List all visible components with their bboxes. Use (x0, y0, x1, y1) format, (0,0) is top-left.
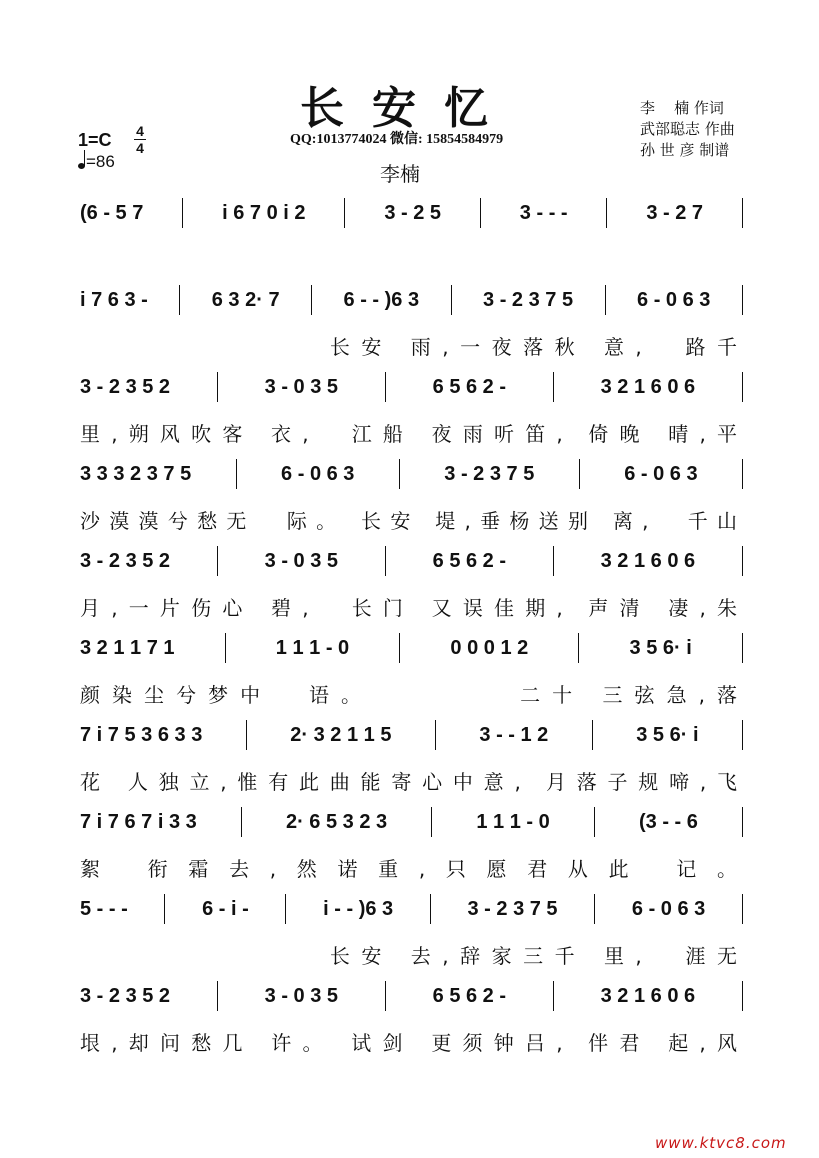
transcriber-credit: 孙 世 彦 制谱 (640, 141, 730, 159)
measure: 3 - 2 3 7 5 (483, 288, 574, 311)
bar-line (553, 372, 554, 402)
bar-line (553, 546, 554, 576)
measure: 3 - 2 3 5 2 (80, 375, 171, 398)
measure: 1 1 1 - 0 (275, 636, 350, 659)
bar-line (594, 807, 595, 837)
measure: 3 2 1 6 0 6 (600, 549, 696, 572)
measure: 3 5 6· i (629, 636, 692, 659)
notation-line (80, 718, 745, 752)
measure: 7 i 7 6 7 i 3 3 (80, 810, 197, 833)
measure: 3 - - - (519, 201, 568, 224)
notation-line (80, 283, 745, 317)
notation-line (80, 805, 745, 839)
credits (640, 98, 735, 161)
bar-line (182, 198, 183, 228)
measure: (3 - - 6 (638, 810, 698, 833)
bar-line (578, 633, 579, 663)
notation-line (80, 457, 745, 491)
bar-line (246, 720, 247, 750)
lyrics-line: 垠,却问愁几 许。 试剑 更须钟吕, 伴君 起,风 (80, 1031, 745, 1055)
bar-line (742, 546, 743, 576)
bar-line (742, 981, 743, 1011)
score-system (80, 283, 745, 370)
bar-line (385, 981, 386, 1011)
measure: 6 5 6 2 - (432, 549, 507, 572)
measure: 5 - - - (80, 897, 128, 920)
measure: 3 3 3 2 3 7 5 (80, 462, 192, 485)
song-title: 长安忆 (300, 83, 516, 134)
bar-line (311, 285, 312, 315)
measure: 6 - 0 6 3 (281, 462, 355, 485)
contact-info: QQ:1013774024 微信: 15854584979 (290, 132, 504, 147)
bar-line (742, 894, 743, 924)
lyricist-credit: 李 楠 作词 (640, 99, 724, 117)
bar-line (217, 981, 218, 1011)
score-system (80, 196, 745, 283)
lyrics-line: 月,一片伤心 碧, 长门 又误佳期, 声清 凄,朱 (80, 596, 745, 620)
measure: 6 - i - (202, 897, 249, 920)
bar-line (451, 285, 452, 315)
measure: 3 - 2 5 (384, 201, 442, 224)
singer-name: 李楠 (380, 162, 420, 186)
notation-line (80, 979, 745, 1013)
measure: 3 - 2 7 (646, 201, 704, 224)
measure: 0 0 0 1 2 (450, 636, 529, 659)
measure: 6 3 2· 7 (211, 288, 280, 311)
quarter-note-icon (78, 163, 85, 169)
measure: 3 2 1 6 0 6 (600, 375, 696, 398)
bar-line (742, 198, 743, 228)
bar-line (217, 546, 218, 576)
score-system (80, 979, 745, 1066)
bar-line (164, 894, 165, 924)
bar-line (579, 459, 580, 489)
notation-line (80, 892, 745, 926)
time-signature (134, 124, 146, 155)
measure: 1 1 1 - 0 (476, 810, 550, 833)
bar-line (594, 894, 595, 924)
bar-line (179, 285, 180, 315)
bar-line (399, 459, 400, 489)
bar-line (480, 198, 481, 228)
score-system (80, 805, 745, 892)
measure: 2· 3 2 1 1 5 (290, 723, 392, 746)
notation-line (80, 196, 745, 230)
bar-line (742, 459, 743, 489)
lyrics-line: 沙漠漠兮愁无 际。 长安 堤,垂杨送别 离, 千山 (80, 509, 745, 533)
measure: 3 2 1 1 7 1 (80, 636, 175, 659)
lyrics-line: 花 人独立,惟有此曲能寄心中意, 月落子规啼,飞 (80, 770, 745, 794)
bar-line (385, 546, 386, 576)
measure: i 6 7 0 i 2 (222, 201, 306, 224)
bar-line (742, 285, 743, 315)
bar-line (742, 633, 743, 663)
measure: (6 - 5 7 (80, 201, 144, 224)
score-system (80, 892, 745, 979)
measure: 3 5 6· i (636, 723, 699, 746)
bar-line (385, 372, 386, 402)
lyrics-line: 长安 去,辞家三千 里, 涯无 (80, 944, 745, 968)
key-signature: 1=C (78, 130, 112, 150)
lyrics-line: 长安 雨,一夜落秋 意, 路千 (80, 335, 745, 359)
measure: 2· 6 5 3 2 3 (285, 810, 388, 833)
bar-line (285, 894, 286, 924)
bar-line (344, 198, 345, 228)
bar-line (605, 285, 606, 315)
bar-line (399, 633, 400, 663)
measure: 6 - 0 6 3 (624, 462, 698, 485)
measure: 3 - 0 3 5 (264, 375, 339, 398)
score-system (80, 718, 745, 805)
measure: 3 2 1 6 0 6 (600, 984, 696, 1007)
site-watermark: www.ktvc8.com (655, 1134, 787, 1152)
measure: 3 - 0 3 5 (264, 549, 339, 572)
score (80, 196, 745, 1066)
score-system (80, 631, 745, 718)
notation-line (80, 544, 745, 578)
measure: 6 - 0 6 3 (631, 897, 706, 920)
bar-line (742, 372, 743, 402)
measure: 6 5 6 2 - (432, 375, 507, 398)
bar-line (742, 807, 743, 837)
measure: 3 - 2 3 5 2 (80, 549, 171, 572)
measure: 6 5 6 2 - (432, 984, 507, 1007)
measure: 3 - 2 3 5 2 (80, 984, 171, 1007)
measure: 3 - 2 3 7 5 (467, 897, 558, 920)
bar-line (592, 720, 593, 750)
score-system (80, 457, 745, 544)
tempo-marking (78, 152, 115, 172)
bar-line (553, 981, 554, 1011)
bar-line (241, 807, 242, 837)
bar-line (430, 894, 431, 924)
bar-line (431, 807, 432, 837)
measure: 3 - 2 3 7 5 (444, 462, 535, 485)
score-system (80, 544, 745, 631)
score-system (80, 370, 745, 457)
bar-line (217, 372, 218, 402)
lyrics-line: 颜染尘兮梦中 语。 二十 三弦急,落 (80, 683, 745, 707)
composer-credit: 武部聪志 作曲 (640, 120, 735, 138)
lyrics-line: 里,朔风吹客 衣, 江船 夜雨听笛, 倚晚 晴,平 (80, 422, 745, 446)
time-sig-top: 4 (136, 123, 144, 139)
bar-line (606, 198, 607, 228)
bar-line (742, 720, 743, 750)
notation-line (80, 370, 745, 404)
bar-line (225, 633, 226, 663)
measure: 6 - - )6 3 (343, 288, 420, 311)
measure: i 7 6 3 - (80, 288, 148, 311)
bar-line (236, 459, 237, 489)
tempo-value: =86 (86, 152, 115, 171)
measure: 6 - 0 6 3 (637, 288, 711, 311)
measure: 3 - - 1 2 (479, 723, 549, 746)
time-sig-bottom: 4 (136, 140, 144, 156)
notation-line (80, 631, 745, 665)
measure: 7 i 7 5 3 6 3 3 (80, 723, 203, 746)
measure: i - - )6 3 (323, 897, 394, 920)
lyrics-line: 絮 衔霜去,然诺重,只愿君从此 记。 (80, 857, 745, 881)
measure: 3 - 0 3 5 (264, 984, 339, 1007)
bar-line (435, 720, 436, 750)
